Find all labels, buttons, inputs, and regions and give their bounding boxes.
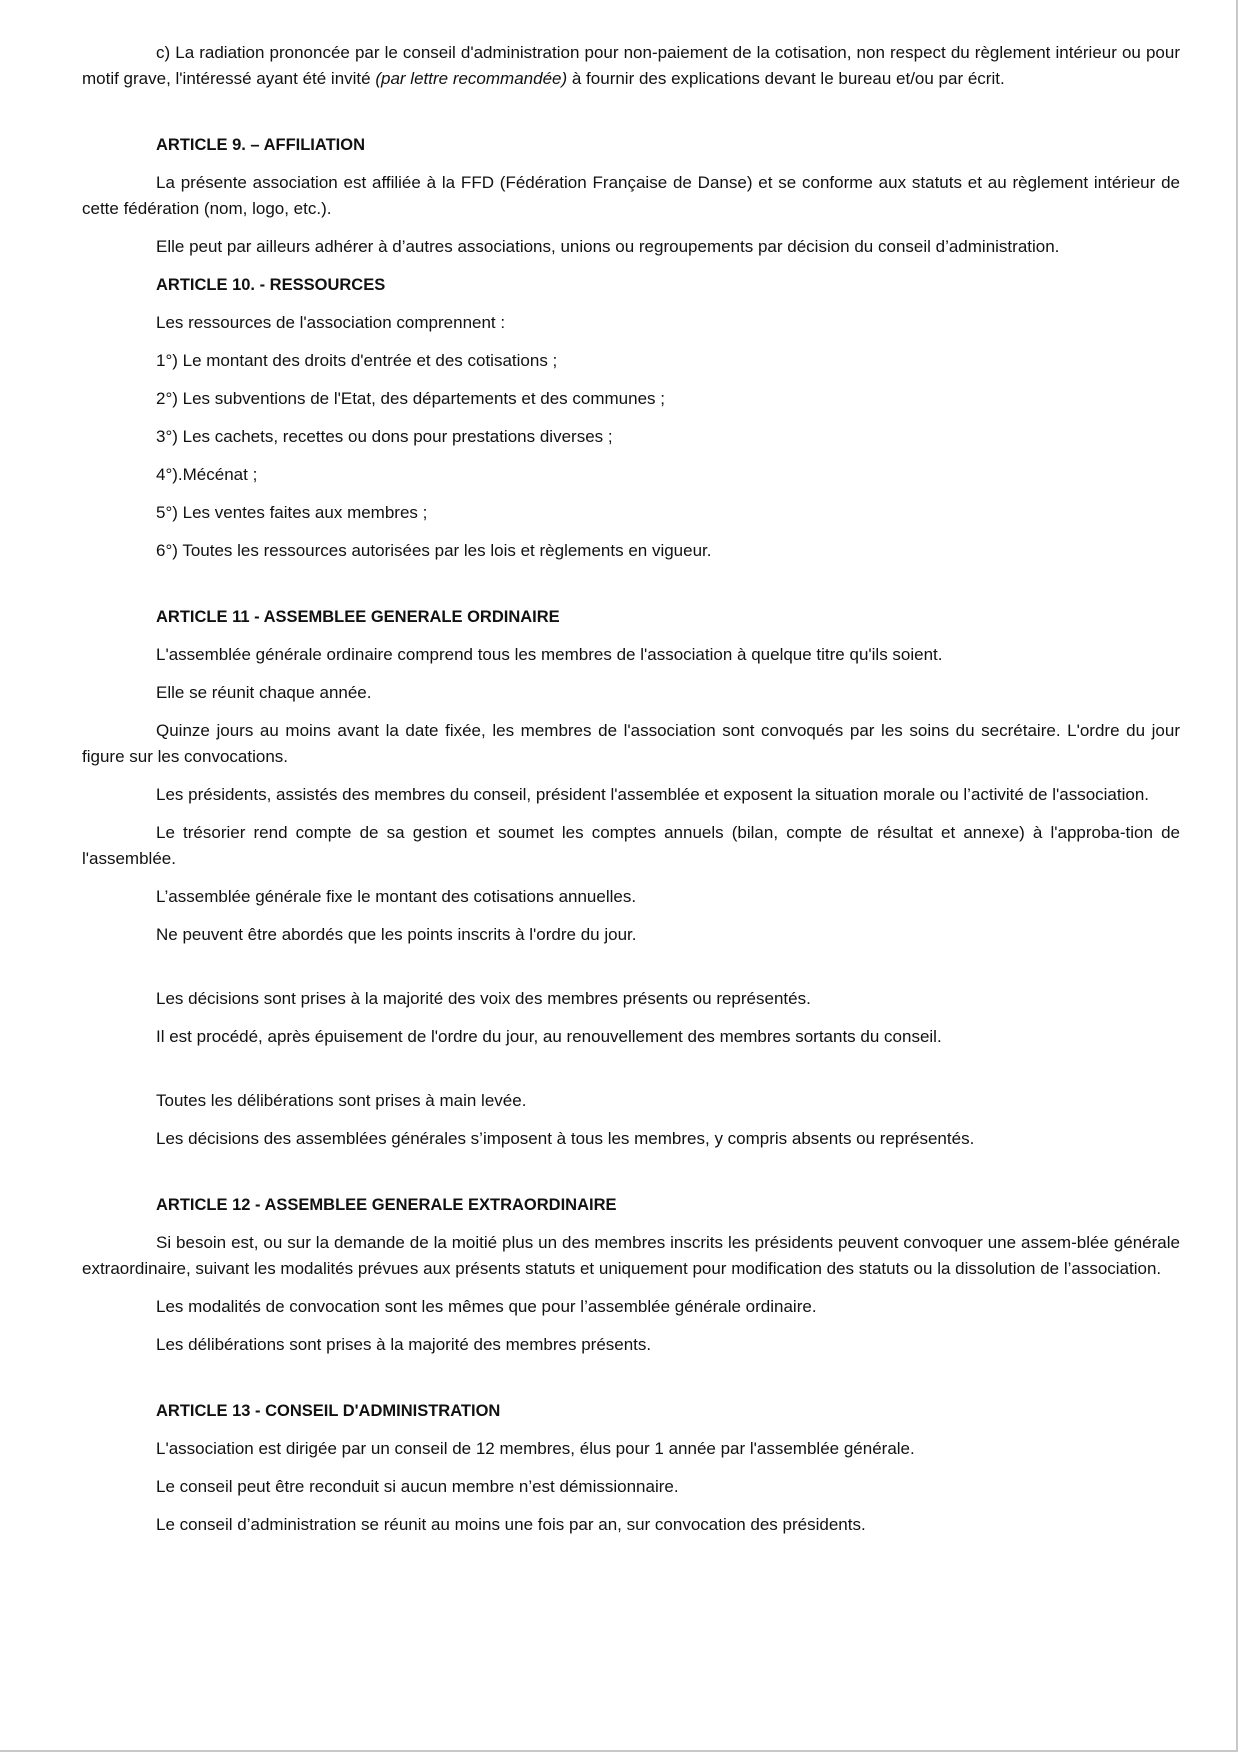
article11-paragraph: Les présidents, assistés des membres du conseil, président l'assemblée et exposent la situation morale ou l’activité de l'association. — [156, 785, 1150, 804]
article11-paragraph: Les décisions des assemblées générales s’imposent à tous les membres, y compris absents ou représentés. — [156, 1129, 975, 1148]
article13-paragraph: Le conseil d’administration se réunit au moins une fois par an, sur convocation des présidents. — [156, 1515, 866, 1534]
list-item: 5°) Les ventes faites aux membres ; — [156, 503, 428, 522]
article8-c-italic: (par lettre recommandée) — [375, 69, 568, 88]
article8-c-text-end: à fournir des explications devant le bureau et/ou par écrit. — [567, 69, 1005, 88]
article12-title: ARTICLE 12 - ASSEMBLEE GENERALE EXTRAORDINAIRE — [156, 1196, 617, 1214]
article11-title: ARTICLE 11 - ASSEMBLEE GENERALE ORDINAIRE — [156, 608, 560, 626]
article11-paragraph: Toutes les délibérations sont prises à main levée. — [156, 1091, 527, 1110]
list-item: 4°).Mécénat ; — [156, 465, 258, 484]
list-item: 2°) Les subventions de l'Etat, des départements et des communes ; — [156, 389, 665, 408]
article11-paragraph: Quinze jours au moins avant la date fixée, les membres de l'association sont convoqués par les soins du secrétaire. L'ordre du jour figure sur les convocations. — [82, 721, 1180, 766]
article11-paragraph: Le trésorier rend compte de sa gestion et soumet les comptes annuels (bilan, compte de résultat et annexe) à l'approba-tion de l'assemblée. — [82, 823, 1180, 868]
article12-paragraph: Les délibérations sont prises à la majorité des membres présents. — [156, 1335, 652, 1354]
article13-paragraph: L'association est dirigée par un conseil de 12 membres, élus pour 1 année par l'assemblée générale. — [156, 1439, 915, 1458]
article9-paragraph: Elle peut par ailleurs adhérer à d’autres associations, unions ou regroupements par décision du conseil d’administration. — [156, 237, 1060, 256]
article9-paragraph: La présente association est affiliée à la FFD (Fédération Française de Danse) et se conforme aux statuts et au règlement intérieur de cette fédération (nom, logo, etc.). — [82, 173, 1180, 218]
article10-intro: Les ressources de l'association comprennent : — [156, 313, 506, 332]
article11-paragraph: Elle se réunit chaque année. — [156, 683, 372, 702]
article11-paragraph: Ne peuvent être abordés que les points inscrits à l'ordre du jour. — [156, 925, 637, 944]
article13-paragraph: Le conseil peut être reconduit si aucun membre n’est démissionnaire. — [156, 1477, 679, 1496]
article11-paragraph: Il est procédé, après épuisement de l'ordre du jour, au renouvellement des membres sortants du conseil. — [156, 1027, 942, 1046]
list-item: 6°) Toutes les ressources autorisées par les lois et règlements en vigueur. — [156, 541, 712, 560]
document-body — [82, 40, 1180, 1550]
article9-title: ARTICLE 9. – AFFILIATION — [156, 136, 365, 154]
article11-paragraph: L'assemblée générale ordinaire comprend tous les membres de l'association à quelque titre qu'ils soient. — [156, 645, 943, 664]
article12-paragraph: Les modalités de convocation sont les mêmes que pour l’assemblée générale ordinaire. — [156, 1297, 817, 1316]
article8-paragraph-c — [82, 40, 1180, 92]
article11-paragraph: L’assemblée générale fixe le montant des cotisations annuelles. — [156, 887, 637, 906]
article12-paragraph: Si besoin est, ou sur la demande de la moitié plus un des membres inscrits les présidents peuvent convoquer une assem-blée générale extraordinaire, suivant les modalités prévues aux présents statuts et uniquement pour modification des statuts ou la dissolution de l’association. — [82, 1233, 1180, 1278]
article11-paragraph: Les décisions sont prises à la majorité des voix des membres présents ou représentés. — [156, 989, 811, 1008]
article8-c-text: c) La radiation prononcée par le conseil d'administration pour non-paiement de la cotisation, non respect du règlement intérieur ou pour motif grave, l'intéressé ayant été invité — [82, 43, 1180, 88]
list-item: 1°) Le montant des droits d'entrée et des cotisations ; — [156, 351, 558, 370]
article10-title: ARTICLE 10. - RESSOURCES — [156, 276, 386, 294]
list-item: 3°) Les cachets, recettes ou dons pour prestations diverses ; — [156, 427, 613, 446]
article13-title: ARTICLE 13 - CONSEIL D'ADMINISTRATION — [156, 1402, 501, 1420]
